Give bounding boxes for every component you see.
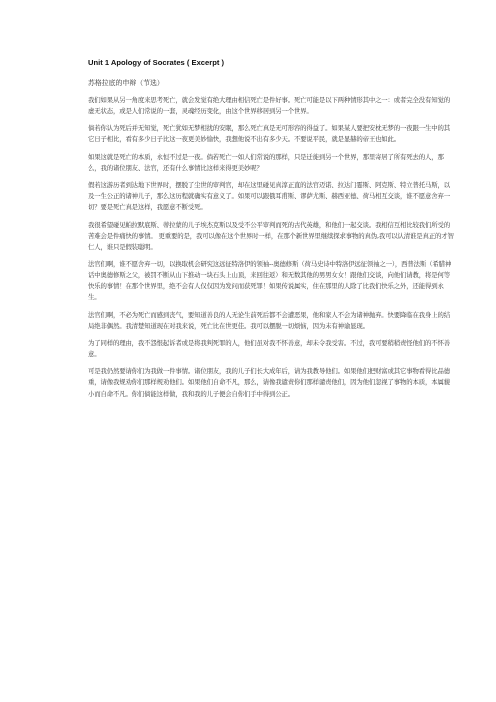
paragraph-4: 假若这游历者到达地下世界时，摆脱了尘世的审判官，却在这里碰见真淳正直的法官迈诺、拉达门霎斯、阿克斯、特立普托马斯，以及一生公正的诸神儿子，那么这历程就确实有意义了。如果可以跟俄耳甫斯、谬萨尤斯、赫西亚德、荷马相互交谈，谁不愿意舍弃一切？要是死亡真是这样，我愿意不断受死。 [88, 181, 450, 212]
paragraph-9: 可是我仍然要请你们为我做一件事情。诸位朋友，我的儿子们长大成年后，请为我教导他们。如果他们把财富或其它事物看得比品德重，请像我规劝你们那样规劝他们。如果他们自命不凡，那么，请像我谴责你们那样谴责他们，因为他们忽视了事物的本质，本属藐小而自命不凡。你们倘能这样做，我和我的儿子便会自你们手中得到公正。 [88, 367, 450, 398]
paragraph-3: 如果这就是死亡的本质，永恒不过是一夜。倘若死亡一如人们常说的那样，只是迁徙到另一个世界，那里寄居了所有死去的人，那么，我的诸位朋友、法官，还有什么事情比这样来得更美妙呢？ [88, 152, 444, 172]
document-title: Unit 1 Apology of Socrates ( Excerpt ) [88, 58, 225, 67]
paragraph-2: 倘若你认为死后并无知觉，死亡犹如无梦相扰的安眠，那么死亡真是无可形容的得益了。如果某人要把安枕无梦的一夜跟一生中的其它日子相比，看有多少日子比这一夜更美妙愉快，我想他说不出有多少天。不要说平民，就是显赫的帝王也如此。 [88, 124, 450, 144]
paragraph-6: 法官们啊，谁不愿舍弃一切，以换取机会研究这远征特洛伊的领袖--奥德修斯（荷马史诗中特洛伊远征领袖之一），西普法斯（希腊神话中奥德修斯之父，被罚不断从山下推动一块石头上山顶，来回往返）和无数其他的男男女女！跟他们交谈，向他们请教，将是何等快乐的事情！在那个世界里，绝不会有人仅仅因为发问而获死罪！如果传说属实，住在那里的人除了比我们快乐之外，还能得到永生。 [88, 260, 452, 302]
document-subtitle: 苏格拉底的申辩（节选） [88, 79, 164, 87]
paragraph-7: 法官们啊，不必为死亡而感到丧气，要知道善良的人无论生前死后都不会遭恶果，他和家人不会为诸神抛弃。快要降临在我身上的结局绝非偶然。我清楚知道现在对我来说，死亡比在世更佳。我可以摆脱一切烦恼，因为未有神谕显现。 [88, 310, 450, 330]
paragraph-1: 我们如果从另一角度来思考死亡，就会发觉有绝大理由相信死亡是件好事。死亡可能是以下两种情形其中之一：或者完全没有知觉的虚无状态，或是人们常说的一套，灵魂经历变化，由这个世界移居到另一个世界。 [88, 96, 450, 116]
paragraph-8: 为了同样的理由，我不怨恨起诉者或是将我判死罪的人，他们虽对我不怀善意，却未令我受害。不过，我可要稍稍责怪他们的不怀善意。 [88, 339, 450, 359]
paragraph-5: 我很希望碰见帕拉默底斯、蒂拉蒙的儿子埃杰克斯以及受不公平审判而死的古代英雄，和他们一起交谈。我相信互相比较我们所受的苦难会是件痛快的事情。 更重要的是，我可以像在这个世界时一样，在那个新世界里继续探求事物的真伪,我可以认清谁是真正的才智仁人，谁只是假装聪明。 [88, 220, 454, 251]
